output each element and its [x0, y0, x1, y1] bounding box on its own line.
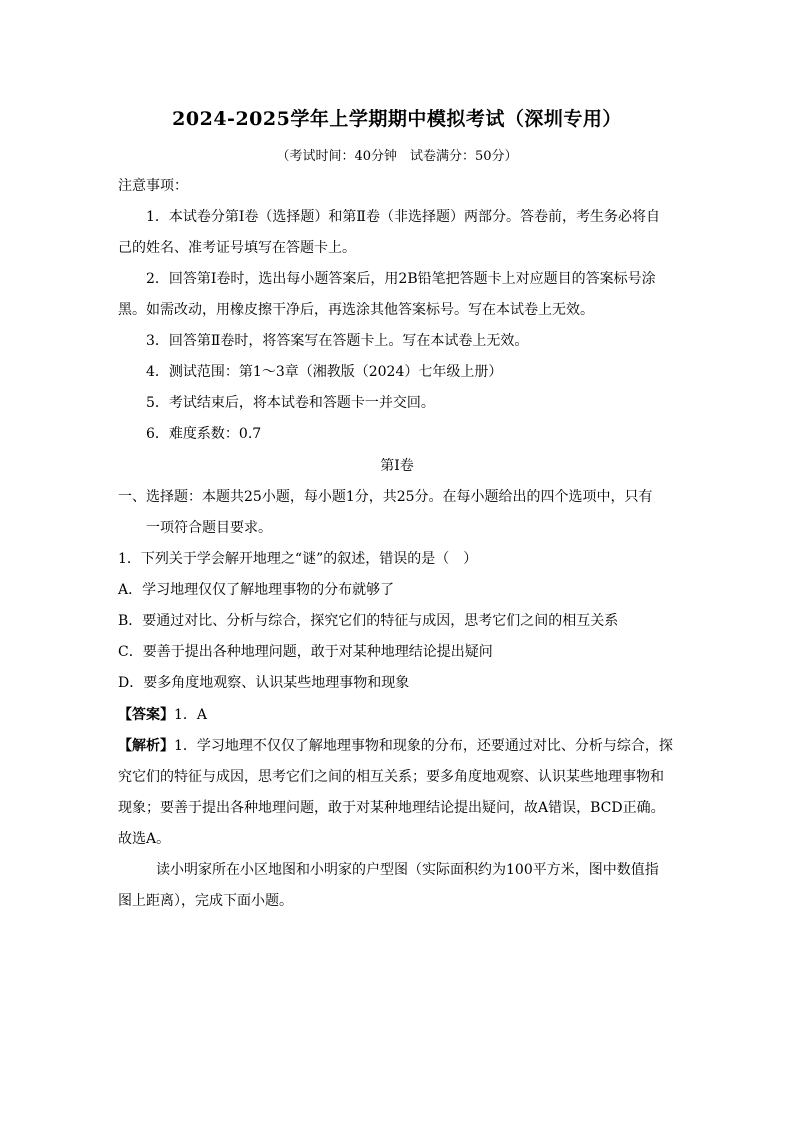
exam-info: （考试时间：40分钟 试卷满分：50分）: [276, 149, 518, 164]
reading-prompt: 读小明家所在小区地图和小明家的户型图（实际面积约为100平方米，图中数值指: [156, 862, 659, 878]
section-title: 第Ⅰ卷: [380, 458, 414, 474]
analysis-text: 究它们的特征与成因，思考它们之间的相互关系；要多角度地观察、认识某些地理事物和: [118, 769, 664, 785]
analysis-line: [118, 736, 678, 756]
notes-heading: 注意事项：: [118, 178, 188, 194]
option-b: B．要通过对比、分析与综合，探究它们的特征与成因，思考它们之间的相互关系: [118, 613, 619, 629]
reading-prompt: 图上距离），完成下面小题。: [118, 893, 293, 909]
answer-value: 1．A: [174, 707, 208, 723]
section-intro: 一项符合题目要求。: [146, 520, 272, 536]
note-item: 黑。如需改动，用橡皮擦干净后，再选涂其他答案标号。写在本试卷上无效。: [118, 302, 594, 318]
analysis-text: 1．学习地理不仅仅了解地理事物和现象的分布，还要通过对比、分析与综合，探: [174, 738, 673, 754]
section-intro: 一、选择题：本题共25小题，每小题1分，共25分。在每小题给出的四个选项中，只有: [118, 489, 653, 505]
analysis-text: 故选A。: [118, 831, 171, 847]
note-item: 2．回答第Ⅰ卷时，选出每小题答案后，用2B铅笔把答题卡上对应题目的答案标号涂: [146, 271, 656, 287]
analysis-text: 现象；要善于提出各种地理问题，敢于对某种地理结论提出疑问，故A错误，BCD正确。: [118, 800, 665, 816]
analysis-label: 【解析】: [118, 738, 174, 754]
note-item: 6．难度系数：0.7: [146, 426, 262, 442]
option-d: D．要多角度地观察、认识某些地理事物和现象: [118, 675, 410, 691]
page-title: 2024-2025学年上学期期中模拟考试（深圳专用）: [172, 108, 622, 130]
note-item: 3．回答第Ⅱ卷时，将答案写在答题卡上。写在本试卷上无效。: [146, 333, 529, 349]
note-item: 4．测试范围：第1～3章（湘教版（2024）七年级上册）: [146, 364, 503, 380]
note-item: 己的姓名、准考证号填写在答题卡上。: [118, 240, 356, 256]
option-c: C．要善于提出各种地理问题，敢于对某种地理结论提出疑问: [118, 644, 493, 660]
answer-line: [118, 705, 678, 725]
question-stem: 1．下列关于学会解开地理之“谜”的叙述，错误的是（ ）: [118, 551, 478, 567]
note-item: 5．考试结束后，将本试卷和答题卡一并交回。: [146, 395, 435, 411]
option-a: A．学习地理仅仅了解地理事物的分布就够了: [118, 582, 395, 598]
answer-label: 【答案】: [118, 707, 174, 723]
note-item: 1．本试卷分第Ⅰ卷（选择题）和第Ⅱ卷（非选择题）两部分。答卷前，考生务必将自: [146, 209, 660, 225]
